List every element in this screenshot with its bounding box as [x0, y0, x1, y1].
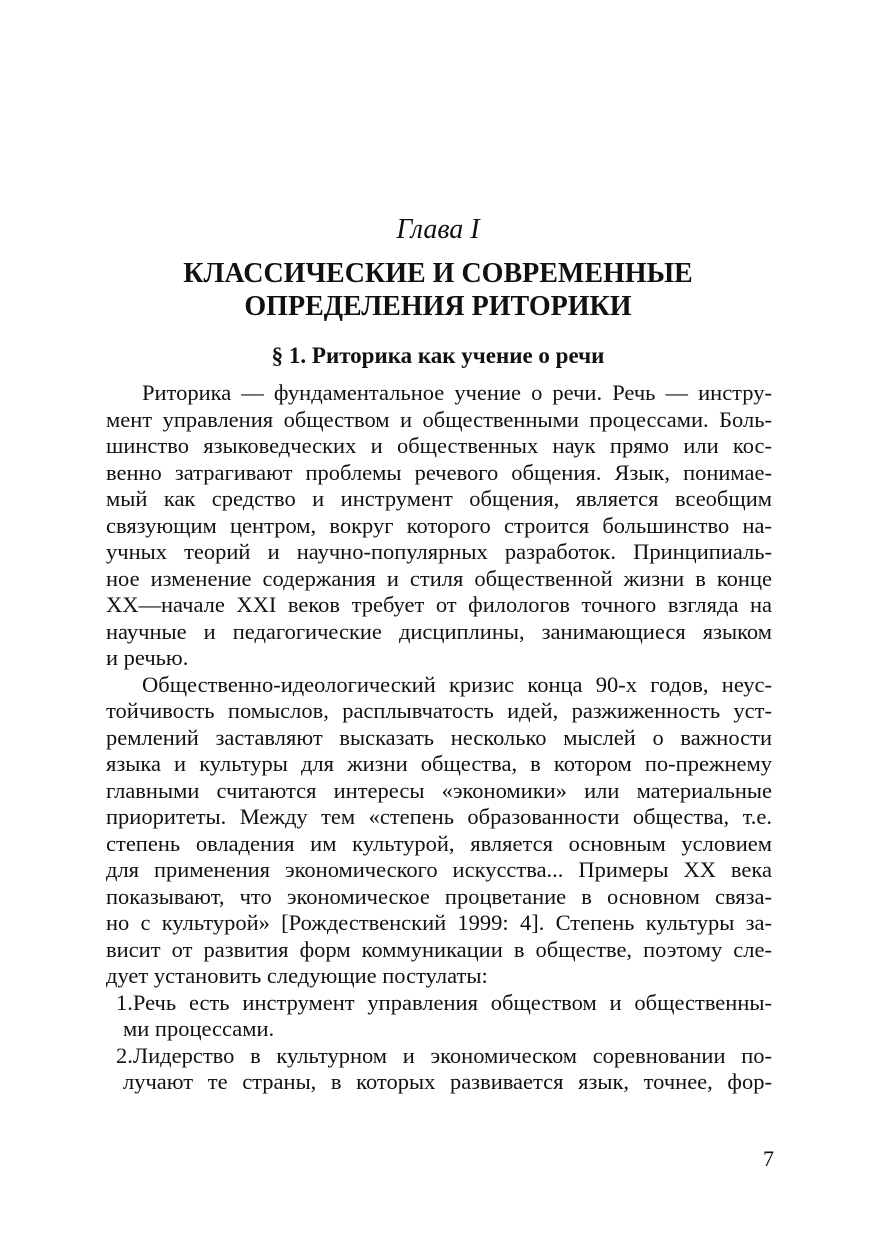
postulates-list — [106, 990, 772, 1096]
list-item-line: 2.Лидерство в культурном и экономическом соревновании по- — [116, 1042, 772, 1068]
chapter-title — [0, 257, 876, 323]
text-line: венно затрагивают проблемы речевого общения. Язык, понимае- — [106, 459, 772, 485]
text-line: висит от развития форм коммуникации в обществе, поэтому сле- — [106, 936, 772, 962]
list-item — [106, 1043, 772, 1096]
text-line: дует установить следующие постулаты: — [106, 963, 488, 988]
text-line: и речью. — [106, 645, 189, 670]
list-item-line: лучают те страны, в которых развивается язык, точнее, фор- — [123, 1069, 772, 1094]
text-line: Общественно-идеологический кризис конца 90-х годов, неус- — [142, 671, 772, 697]
text-line: мент управления обществом и общественными процессами. Боль- — [106, 406, 772, 432]
text-line: но с культурой» [Рождественский 1999: 4]. Степень культуры за- — [106, 910, 772, 935]
text-line: степень овладения им культурой, является основным условием — [106, 830, 772, 856]
text-line: тойчивость помыслов, расплывчатость идей, разжиженность уст- — [106, 698, 772, 723]
text-line: языка и культуры для жизни общества, в котором по-прежнему — [106, 751, 772, 776]
chapter-title-line: КЛАССИЧЕСКИЕ И СОВРЕМЕННЫЕ — [183, 258, 693, 289]
text-line: главными считаются интересы «экономики» или материальные — [106, 777, 772, 803]
text-line: Риторика — фундаментальное учение о речи. Речь — инстру- — [142, 380, 772, 405]
section-title: § 1. Риторика как учение о речи — [271, 343, 605, 368]
text-line: ремлений заставляют высказать несколько мыслей о важности — [106, 724, 772, 750]
text-line: мый как средство и инструмент общения, является всеобщим — [106, 486, 772, 511]
list-item-line: ми процессами. — [123, 1016, 275, 1041]
chapter-title-line: ОПРЕДЕЛЕНИЯ РИТОРИКИ — [244, 291, 632, 322]
text-line: ное изменение содержания и стиля общественной жизни в конце — [106, 565, 772, 591]
text-line: XX—начале XXI веков требует от филологов точного взгляда на — [106, 592, 772, 617]
paragraph-1 — [106, 380, 772, 672]
page-number: 7 — [763, 1146, 774, 1171]
paragraph-2 — [106, 672, 772, 990]
text-line: связующим центром, вокруг которого строится большинство на- — [106, 512, 772, 538]
text-line: учных теорий и научно-популярных разработок. Принципиаль- — [106, 539, 772, 564]
list-item-line: 1.Речь есть инструмент управления обществом и общественны- — [116, 989, 772, 1015]
body-text — [106, 380, 772, 1096]
list-item — [106, 990, 772, 1043]
text-line: для применения экономического искусства... Примеры XX века — [106, 857, 772, 882]
text-line: показывают, что экономическое процветание в основном связа- — [106, 883, 772, 909]
chapter-label: Глава I — [396, 214, 480, 245]
text-line: приоритеты. Между тем «степень образованности общества, т.е. — [106, 804, 772, 829]
text-line: научные и педагогические дисциплины, занимающиеся языком — [106, 618, 772, 644]
text-line: шинство языковедческих и общественных наук прямо или кос- — [106, 433, 772, 458]
